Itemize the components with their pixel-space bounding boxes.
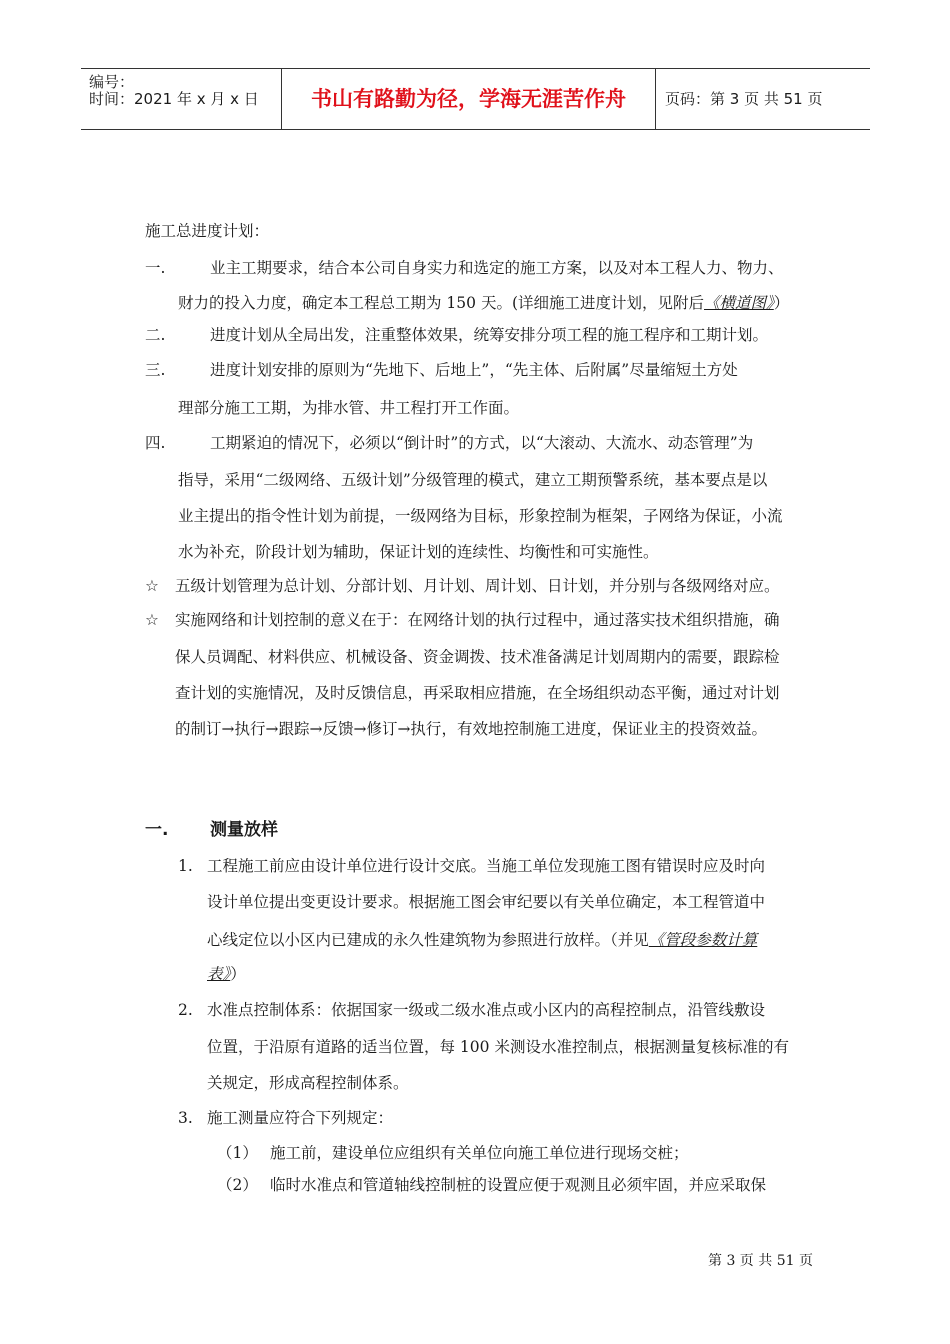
subitem-marker: （2） [217, 1176, 258, 1194]
plan-item-line: 进度计划安排的原则为“先地下、后地上”，“先主体、后附属”尽量缩短土方处 [210, 361, 738, 379]
page-footer: 第 3 页 共 51 页 [708, 1253, 813, 1269]
section-item-line: 施工测量应符合下列规定： [207, 1109, 394, 1127]
header-motto: 书山有路勤为径，学海无涯苦作舟 [282, 69, 656, 129]
section-item-marker: 1. [178, 857, 193, 875]
number-label: 编号： [89, 73, 135, 91]
page-header [81, 68, 870, 130]
subitem-text: 施工前，建设单位应组织有关单位向施工单位进行现场交桩； [270, 1144, 689, 1162]
plan-item-marker: 二. [145, 326, 166, 344]
section-item-text: 心线定位以小区内已建成的永久性建筑物为参照进行放样。（并见 [207, 931, 649, 949]
star-line: 五级计划管理为总计划、分部计划、月计划、周计划、日计划，并分别与各级网络对应。 [175, 577, 780, 595]
section-item-tail: ） [230, 965, 246, 983]
time-label: 时间：2021 年 x 月 x 日 [89, 90, 259, 108]
section-item-line [207, 964, 246, 984]
star-marker: ☆ [145, 611, 159, 629]
plan-item-line: 指导，采用“二级网络、五级计划”分级管理的模式，建立工期预警系统，基本要点是以 [178, 471, 768, 489]
plan-item-line: 进度计划从全局出发，注重整体效果，统筹安排分项工程的施工程序和工期计划。 [210, 326, 769, 344]
plan-item-marker: 一. [145, 259, 166, 277]
section-number: 一. [145, 820, 169, 840]
header-page-code: 页码：第 3 页 共 51 页 [665, 90, 823, 108]
plan-item-line: 业主工期要求，结合本公司自身实力和选定的施工方案，以及对本工程人力、物力、 [210, 259, 784, 277]
star-line: 实施网络和计划控制的意义在于：在网络计划的执行过程中，通过落实技术组织措施，确 [175, 611, 780, 629]
plan-item-line [178, 293, 789, 313]
plan-item-tail: ） [773, 294, 790, 312]
plan-item-line: 理部分施工工期，为排水管、井工程打开工作面。 [178, 399, 520, 417]
pipe-params-link[interactable]: 《管段参数计算 [648, 931, 758, 949]
section-item-line: 设计单位提出变更设计要求。根据施工图会审纪要以有关单位确定，本工程管道中 [207, 893, 766, 911]
section-item-marker: 3. [178, 1109, 193, 1127]
plan-item-line: 水为补充，阶段计划为辅助，保证计划的连续性、均衡性和可实施性。 [178, 543, 659, 561]
plan-item-marker: 四. [145, 434, 166, 452]
star-marker: ☆ [145, 577, 159, 595]
pipe-params-link-cont[interactable]: 表》 [207, 965, 231, 983]
section-item-marker: 2. [178, 1001, 193, 1019]
plan-item-text: 财力的投入力度，确定本工程总工期为 150 天。(详细施工进度计划，见附后 [178, 294, 704, 312]
section-item-line: 位置，于沿原有道路的适当位置，每 100 米测设水准控制点，根据测量复核标准的有 [207, 1038, 789, 1056]
subitem-text: 临时水准点和管道轴线控制桩的设置应便于观测且必须牢固，并应采取保 [270, 1176, 767, 1194]
subitem-marker: （1） [217, 1144, 258, 1162]
section-title: 测量放样 [210, 820, 278, 840]
plan-item-marker: 三. [145, 361, 166, 379]
star-line: 保人员调配、材料供应、机械设备、资金调拨、技术准备满足计划周期内的需要，跟踪检 [175, 648, 780, 666]
gantt-chart-link[interactable]: 《横道图》 [704, 294, 774, 312]
star-line: 的制订→执行→跟踪→反馈→修订→执行，有效地控制施工进度，保证业主的投资效益。 [175, 720, 767, 738]
header-meta [81, 69, 282, 129]
plan-title: 施工总进度计划： [145, 222, 270, 240]
star-line: 查计划的实施情况，及时反馈信息，再采取相应措施，在全场组织动态平衡，通过对计划 [175, 684, 780, 702]
section-item-line: 水准点控制体系：依据国家一级或二级水准点或小区内的高程控制点，沿管线敷设 [207, 1001, 766, 1019]
section-item-line: 工程施工前应由设计单位进行设计交底。当施工单位发现施工图有错误时应及时向 [207, 857, 766, 875]
plan-item-line: 工期紧迫的情况下，必须以“倒计时”的方式，以“大滚动、大流水、动态管理”为 [210, 434, 754, 452]
plan-item-line: 业主提出的指令性计划为前提，一级网络为目标，形象控制为框架，子网络为保证，小流 [178, 507, 783, 525]
section-item-line [207, 930, 757, 950]
section-item-line: 关规定，形成高程控制体系。 [207, 1074, 409, 1092]
